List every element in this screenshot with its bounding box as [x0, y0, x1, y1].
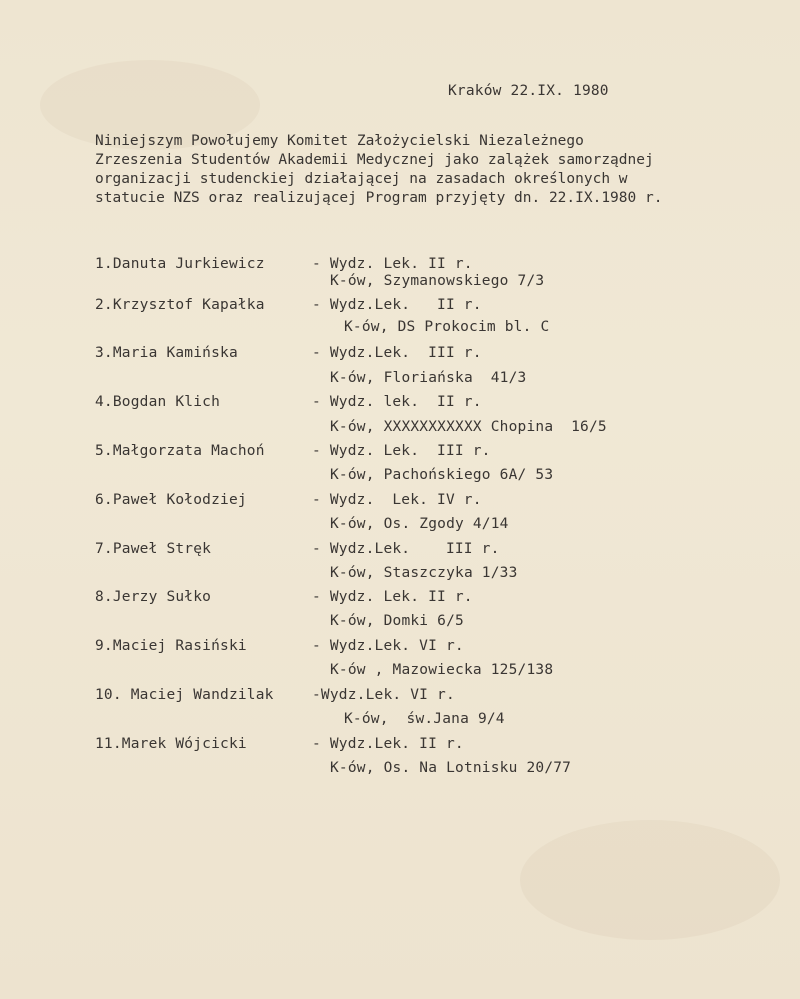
member-faculty: - Wydz. Lek. II r. [312, 256, 473, 272]
member-faculty: - Wydz.Lek. III r. [312, 541, 500, 557]
paper-stain [520, 820, 780, 940]
intro-line: Niniejszym Powołujemy Komitet Założycielski Niezależnego [95, 133, 584, 149]
member-address: K-ów, Domki 6/5 [330, 613, 464, 629]
member-address: K-ów, Os. Zgody 4/14 [330, 516, 509, 532]
member-faculty: - Wydz.Lek. VI r. [312, 638, 464, 654]
member-name: 1.Danuta Jurkiewicz [95, 256, 265, 272]
document-date: Kraków 22.IX. 1980 [448, 83, 609, 99]
member-name: 10. Maciej Wandzilak [95, 687, 274, 703]
intro-line: organizacji studenckiej działającej na zasadach określonych w [95, 171, 628, 187]
member-name: 11.Marek Wójcicki [95, 736, 247, 752]
member-name: 4.Bogdan Klich [95, 394, 221, 410]
document-intro [95, 132, 745, 208]
member-faculty: - Wydz.Lek. II r. [312, 297, 482, 313]
member-address: K-ów, XXXXXXXXXXX Chopina 16/5 [330, 419, 607, 435]
member-address: K-ów, Pachońskiego 6A/ 53 [330, 467, 554, 483]
member-address: K-ów , Mazowiecka 125/138 [330, 662, 554, 678]
member-name: 2.Krzysztof Kapałka [95, 297, 265, 313]
member-address: K-ów, Staszczyka 1/33 [330, 565, 518, 581]
member-name: 7.Paweł Stręk [95, 541, 212, 557]
intro-line: Zrzeszenia Studentów Akademii Medycznej jako zalążek samorządnej [95, 152, 654, 168]
member-name: 6.Paweł Kołodziej [95, 492, 247, 508]
intro-line: statucie NZS oraz realizującej Program przyjęty dn. 22.IX.1980 r. [95, 190, 663, 206]
member-address: K-ów, Os. Na Lotnisku 20/77 [330, 760, 572, 776]
member-name: 3.Maria Kamińska [95, 345, 238, 361]
member-name: 9.Maciej Rasiński [95, 638, 247, 654]
member-faculty: - Wydz. Lek. III r. [312, 443, 491, 459]
member-faculty: - Wydz. Lek. II r. [312, 589, 473, 605]
member-address: K-ów, św.Jana 9/4 [344, 711, 505, 727]
member-name: 5.Małgorzata Machoń [95, 443, 265, 459]
member-faculty: - Wydz. Lek. IV r. [312, 492, 482, 508]
member-address: K-ów, DS Prokocim bl. C [344, 319, 550, 335]
member-address: K-ów, Floriańska 41/3 [330, 370, 527, 386]
member-faculty: - Wydz.Lek. III r. [312, 345, 482, 361]
member-address: K-ów, Szymanowskiego 7/3 [330, 273, 545, 289]
member-faculty: - Wydz.Lek. II r. [312, 736, 464, 752]
member-faculty: -Wydz.Lek. VI r. [312, 687, 455, 703]
member-name: 8.Jerzy Sułko [95, 589, 212, 605]
member-faculty: - Wydz. lek. II r. [312, 394, 482, 410]
